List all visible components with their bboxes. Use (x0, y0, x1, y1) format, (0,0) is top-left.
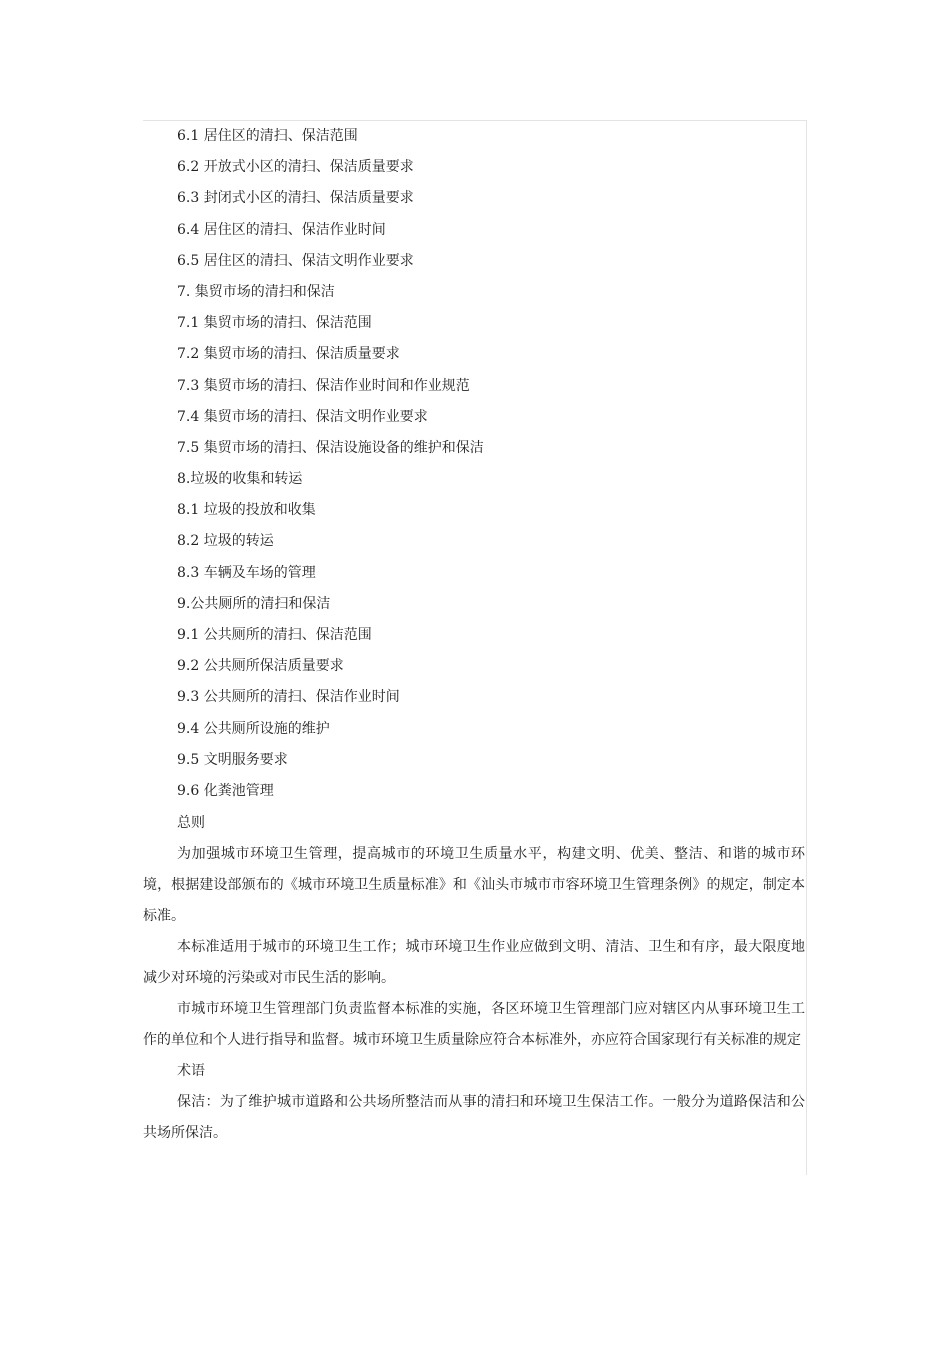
section-heading-general: 总则 (177, 815, 205, 831)
toc-item: 6.5 居住区的清扫、保洁文明作业要求 (177, 252, 414, 269)
toc-item: 7.3 集贸市场的清扫、保洁作业时间和作业规范 (177, 377, 470, 394)
toc-item: 7.2 集贸市场的清扫、保洁质量要求 (177, 346, 400, 363)
toc-item: 9.公共厕所的清扫和保洁 (177, 595, 331, 612)
toc-item: 9.5 文明服务要求 (177, 751, 288, 768)
toc-item: 8.2 垃圾的转运 (177, 533, 274, 550)
toc-item: 6.4 居住区的清扫、保洁作业时间 (177, 221, 386, 238)
toc-item: 9.2 公共厕所保洁质量要求 (177, 658, 344, 675)
toc-item: 8.1 垃圾的投放和收集 (177, 502, 316, 519)
paragraph: 为加强城市环境卫生管理，提高城市的环境卫生质量水平，构建文明、优美、整洁、和谐的城市环境，根据建设部颁布的《城市环境卫生质量标准》和《汕头市城市市容环境卫生管理条例》的规定，制定本标准。 (143, 846, 805, 924)
body-text (143, 808, 805, 1149)
toc-item: 9.4 公共厕所设施的维护 (177, 720, 330, 737)
toc-item: 8.3 车辆及车场的管理 (177, 564, 316, 581)
toc-item: 9.1 公共厕所的清扫、保洁范围 (177, 627, 372, 643)
toc-item: 7.1 集贸市场的清扫、保洁范围 (177, 315, 372, 332)
paragraph: 本标准适用于城市的环境卫生工作；城市环境卫生作业应做到文明、清洁、卫生和有序，最大限度地减少对环境的污染或对市民生活的影响。 (143, 939, 805, 986)
toc-item: 6.1 居住区的清扫、保洁范围 (177, 128, 358, 144)
toc-item: 9.6 化粪池管理 (177, 782, 274, 799)
section-heading-terms: 术语 (177, 1063, 205, 1079)
paragraph: 保洁：为了维护城市道路和公共场所整洁而从事的清扫和环境卫生保洁工作。一般分为道路保洁和公共场所保洁。 (143, 1094, 805, 1141)
toc-item: 7.5 集贸市场的清扫、保洁设施设备的维护和保洁 (177, 439, 484, 456)
paragraph: 市城市环境卫生管理部门负责监督本标准的实施，各区环境卫生管理部门应对辖区内从事环境卫生工作的单位和个人进行指导和监督。城市环境卫生质量除应符合本标准外，亦应符合国家现行有关标准的规定 (143, 1001, 805, 1048)
toc-item: 8.垃圾的收集和转运 (177, 471, 303, 488)
toc-item: 6.2 开放式小区的清扫、保洁质量要求 (177, 159, 414, 176)
table-of-contents (177, 121, 484, 807)
toc-item: 7. 集贸市场的清扫和保洁 (177, 283, 335, 300)
toc-item: 7.4 集贸市场的清扫、保洁文明作业要求 (177, 408, 428, 425)
toc-item: 6.3 封闭式小区的清扫、保洁质量要求 (177, 190, 414, 207)
toc-item: 9.3 公共厕所的清扫、保洁作业时间 (177, 689, 400, 706)
